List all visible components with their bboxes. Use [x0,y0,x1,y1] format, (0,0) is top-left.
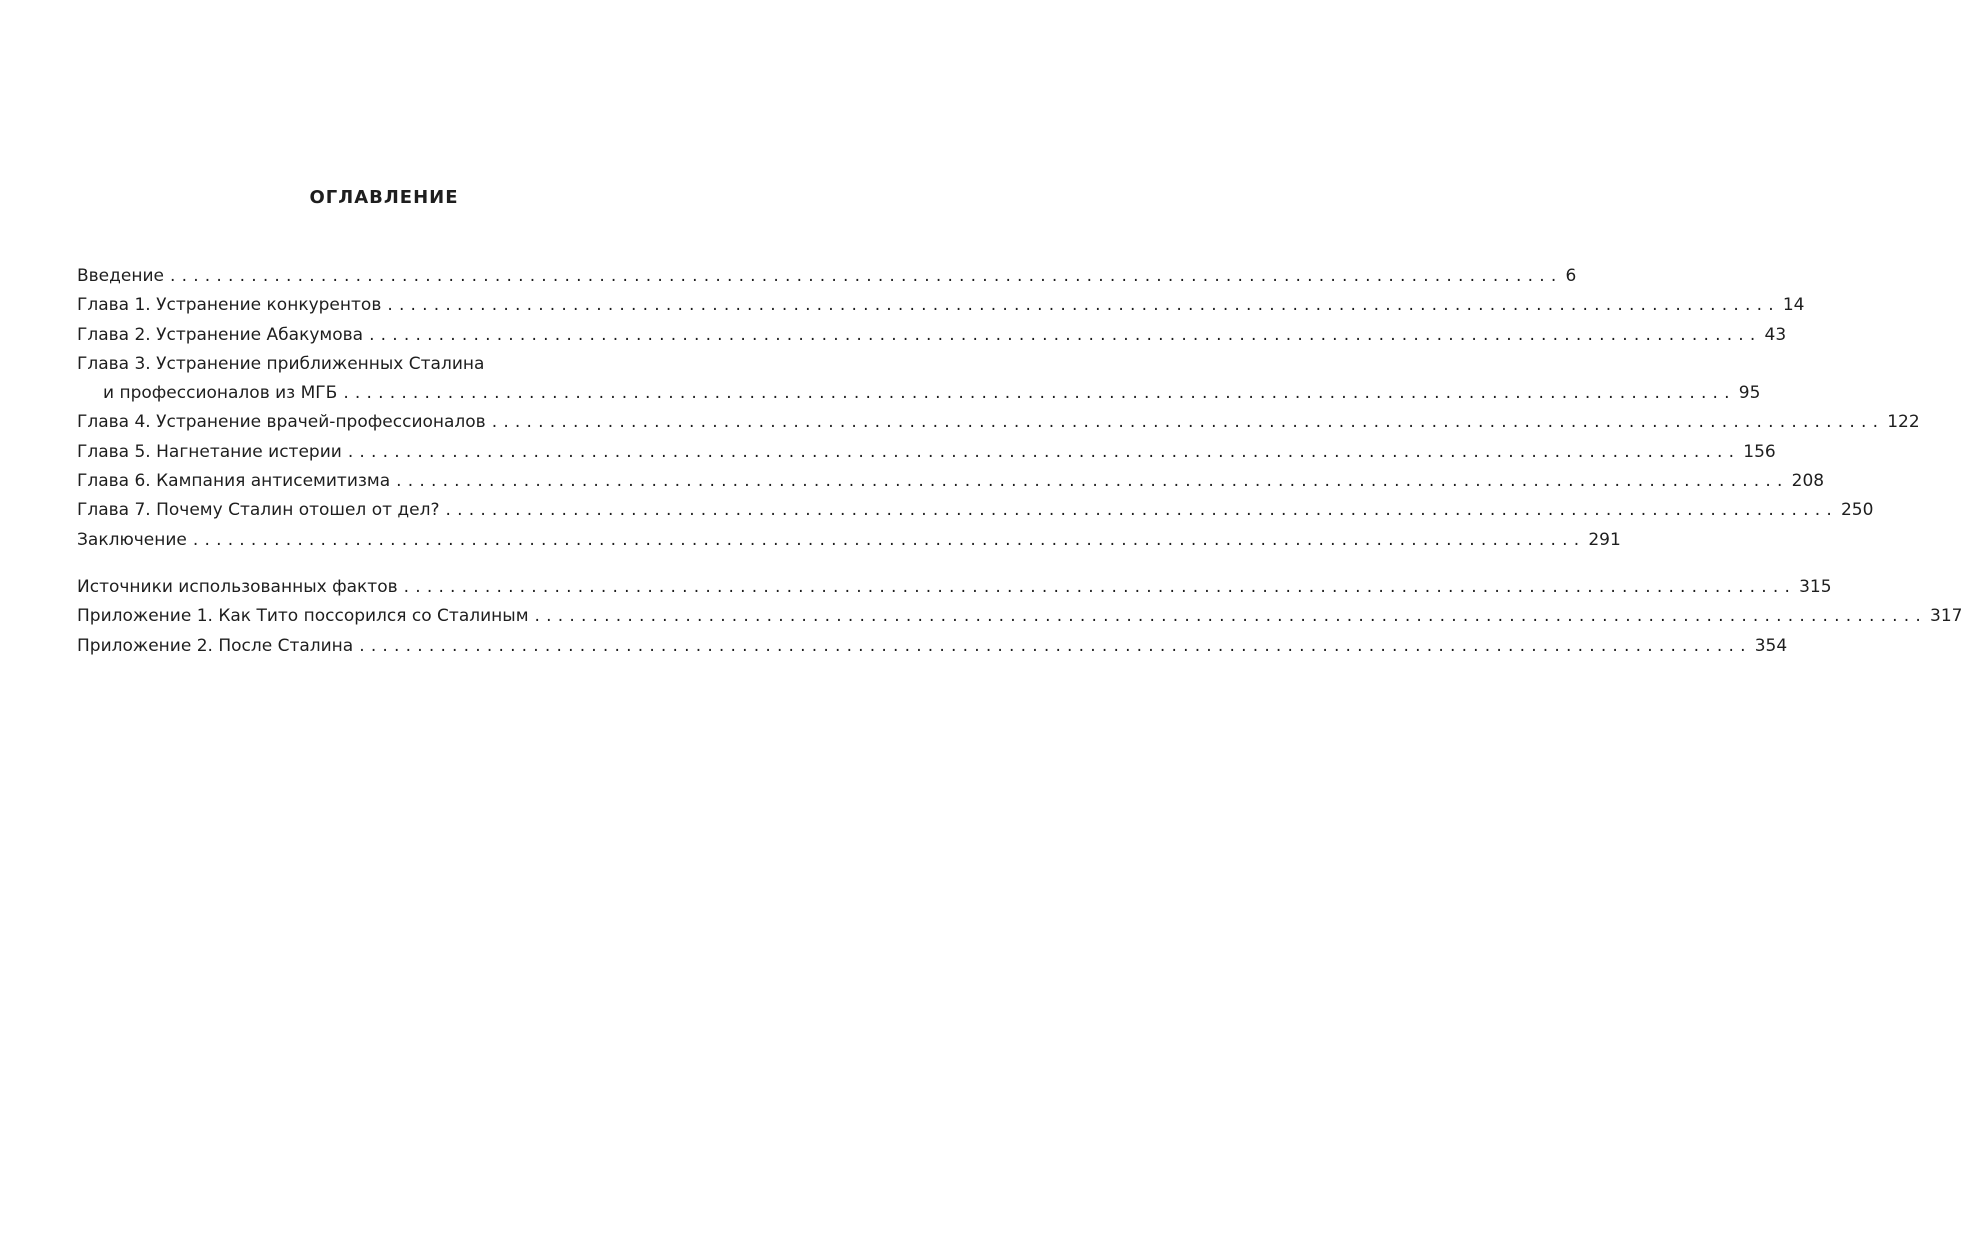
toc-entry-page: 6 [1565,266,1577,286]
toc-entry-page: 317 [1930,606,1962,627]
toc-entry-page: 250 [1840,500,1874,521]
toc-entry-title: Приложение 1. Как Тито поссорился со Сталиным [77,606,529,627]
toc-entry-title: Введение [77,266,164,286]
toc-entry-appendix-2 [77,632,1788,661]
dot-leader: ........................................................................................................................ [192,529,1586,550]
toc-entry-chapter-2 [77,321,1787,350]
toc-entry-page: 208 [1791,471,1825,492]
dot-leader: ........................................................................................................................ [491,412,1885,433]
dot-leader: ........................................................................................................................ [403,576,1797,597]
toc-entry-page: 315 [1799,576,1832,597]
toc-entry-title: Заключение [77,529,187,550]
toc-entry-chapter-1 [77,291,1805,320]
dot-leader: ........................................................................................................................ [343,383,1736,404]
dot-leader: ........................................................................................................................ [369,324,1762,345]
toc-entry-page: 43 [1764,324,1787,345]
toc-heading: ОГЛАВЛЕНИЕ [309,187,459,208]
toc-entry-title: Глава 2. Устранение Абакумова [77,324,364,345]
toc-entry-title: Глава 7. Почему Сталин отошел от дел? [77,500,440,521]
toc-entry-title: Глава 5. Нагнетание истерии [77,441,342,462]
toc-entry-chapter-7 [77,496,1874,525]
dot-leader: ........................................................................................................................ [534,606,1927,627]
toc-entry-title: Глава 4. Устранение врачей-профессионалов [77,412,486,433]
table-of-contents [77,262,1962,661]
toc-entry-chapter-3-line-1 [77,350,666,379]
dot-leader: ........................................................................................................................ [347,441,1741,462]
toc-entry-page: 291 [1588,529,1621,550]
toc-entry-chapter-3-line-2 [77,379,1761,408]
toc-entry-sources [77,573,1832,602]
toc-entry-conclusion [77,526,1621,555]
dot-leader: ........................................................................................................................ [445,500,1838,521]
toc-entry-page: 354 [1754,635,1788,656]
toc-entry-appendix-1 [77,602,1962,631]
toc-entry-page: 122 [1887,412,1920,433]
toc-entry-title: Приложение 2. После Сталина [77,635,354,656]
dot-leader: ........................................................................................................................ [359,635,1752,656]
toc-entry-page: 14 [1782,295,1805,316]
toc-entry-introduction [77,262,1577,291]
toc-entry-title: Источники использованных фактов [77,576,398,597]
toc-entry-title: Глава 3. Устранение приближенных Сталина [77,353,485,374]
toc-entry-title-continuation: и профессионалов из МГБ [103,383,338,404]
toc-entry-chapter-5 [77,438,1776,467]
dot-leader: ........................................................................................................................ [169,266,1563,286]
toc-entry-title: Глава 6. Кампания антисемитизма [77,471,391,492]
dot-leader: ........................................................................................................................ [396,471,1789,492]
toc-entry-chapter-6 [77,467,1825,496]
dot-leader: ........................................................................................................................ [387,295,1780,316]
toc-entry-page: 95 [1738,383,1761,404]
toc-entry-chapter-4 [77,408,1920,437]
section-gap [77,555,666,573]
toc-entry-title: Глава 1. Устранение конкурентов [77,295,382,316]
toc-entry-page: 156 [1743,441,1776,462]
